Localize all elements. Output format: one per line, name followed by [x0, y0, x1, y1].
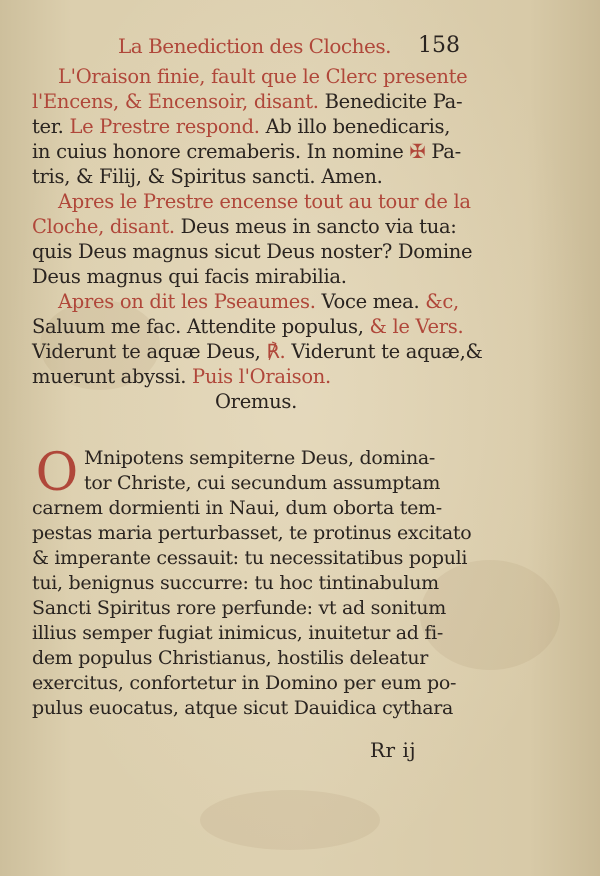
prayer-line: tui, benignus succurre: tu hoc tintinabulum [32, 572, 439, 594]
text-span: Deus magnus qui facis mirabilia. [32, 265, 347, 288]
text-span: Viderunt te aquæ Deus, [32, 340, 267, 363]
text-line [32, 139, 472, 164]
text-span: in cuius honore cremaberis. In nomine [32, 140, 410, 163]
prayer-block [32, 443, 472, 721]
text-span: muerunt abyssi. [32, 365, 193, 388]
text-span: Cloche, disant. [32, 215, 181, 238]
text-span: l'Encens, & Encensoir, disant. [32, 90, 325, 113]
text-span: L'Oraison finie, fault que le Clerc presente [58, 65, 468, 88]
text-span: &c, [425, 290, 459, 313]
text-line [32, 164, 472, 189]
drop-cap-initial: O [35, 443, 79, 503]
text-span: Viderunt te aquæ,& [291, 340, 483, 363]
text-span: Le Prestre respond. [69, 115, 266, 138]
text-line [32, 339, 483, 364]
text-span: Voce mea. [321, 290, 426, 313]
rubric-text-block [32, 64, 483, 414]
text-span: & le Vers. [369, 315, 464, 338]
text-line [32, 264, 472, 289]
signature-mark: Rr ij [370, 738, 417, 762]
text-line [32, 189, 472, 214]
text-span: Ab illo benedicaris, [265, 115, 451, 138]
text-line [32, 114, 472, 139]
text-span: Deus meus in sancto via tua: [180, 215, 457, 238]
text-span: Pa- [425, 140, 461, 163]
folio-number: 158 [418, 33, 460, 58]
page-header [118, 34, 468, 64]
response-symbol: ℟. [266, 340, 292, 363]
text-span: tris, & Filij, & Spiritus sancti. Amen. [32, 165, 383, 188]
text-span: Apres le Prestre encense tout au tour de la [58, 190, 471, 213]
text-span: Saluum me fac. Attendite populus, [32, 315, 370, 338]
prayer-line: tor Christe, cui secundum assumptam [84, 472, 441, 494]
prayer-line: dem populus Christianus, hostilis deleatur [32, 647, 429, 669]
prayer-line: Sancti Spiritus rore perfunde: vt ad sonitum [32, 597, 446, 619]
oremus-heading: Oremus. [214, 390, 297, 413]
running-title: La Benediction des Cloches. [118, 34, 391, 58]
text-span: ter. [32, 115, 70, 138]
prayer-line: Mnipotens sempiterne Deus, domina- [84, 447, 436, 469]
prayer-line: pulus euocatus, atque sicut Dauidica cythara [32, 697, 454, 719]
prayer-line: exercitus, confortetur in Domino per eum po- [32, 672, 457, 694]
text-span: Benedicite Pa- [324, 90, 463, 113]
prayer-line: & imperante cessauit: tu necessitatibus populi [32, 547, 468, 569]
prayer-line: pestas maria perturbasset, te protinus excitato [32, 522, 472, 544]
text-span: quis Deus magnus sicut Deus noster? Domine [32, 240, 473, 263]
text-line [32, 314, 472, 339]
text-line [32, 239, 472, 264]
prayer-line: carnem dormienti in Naui, dum oborta tem- [32, 497, 442, 519]
text-line [32, 289, 472, 314]
text-line [32, 364, 472, 389]
prayer-line: illius semper fugiat inimicus, inuitetur ad fi- [32, 622, 444, 644]
text-span: Apres on dit les Pseaumes. [58, 290, 322, 313]
text-line [32, 214, 472, 239]
paper-stain [200, 790, 380, 850]
text-span: Puis l'Oraison. [192, 365, 331, 388]
text-line [32, 64, 472, 89]
cross-symbol: ✠ [409, 140, 426, 163]
text-line [32, 89, 472, 114]
